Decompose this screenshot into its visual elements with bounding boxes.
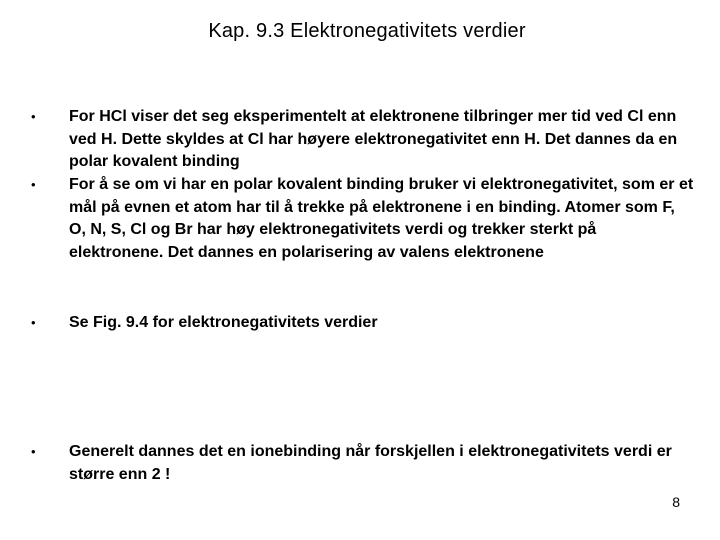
bullet-dot: • <box>31 177 36 192</box>
bullet-text: For HCl viser det seg eksperimentelt at elektronene tilbringer mer tid ved Cl enn ved H. Dette skyldes at Cl har høyere elektronegativitet enn H. Det dannes da en polar kovalent binding <box>69 108 678 170</box>
bullet-dot: • <box>31 109 36 124</box>
bullet-text: Se Fig. 9.4 for elektronegativitets verdier <box>69 314 378 331</box>
slide-title: Kap. 9.3 Elektronegativitets verdier <box>208 20 526 42</box>
bullet-dot: • <box>31 315 36 330</box>
bullet-text: Generelt dannes det en ionebinding når forskjellen i elektronegativitets verdi er større enn 2 ! <box>69 443 672 483</box>
bullet-dot: • <box>31 444 36 459</box>
page-number: 8 <box>672 494 680 510</box>
bullet-text: For å se om vi har en polar kovalent binding bruker vi elektronegativitet, som er et mål på evnen et atom har til å trekke på elektronene i en binding. Atomer som F, O, N, S, Cl og Br har høy elektronegativitets verdi og trekker sterkt på elektronene. Det dannes en polarisering av valens elektronene <box>69 176 694 261</box>
